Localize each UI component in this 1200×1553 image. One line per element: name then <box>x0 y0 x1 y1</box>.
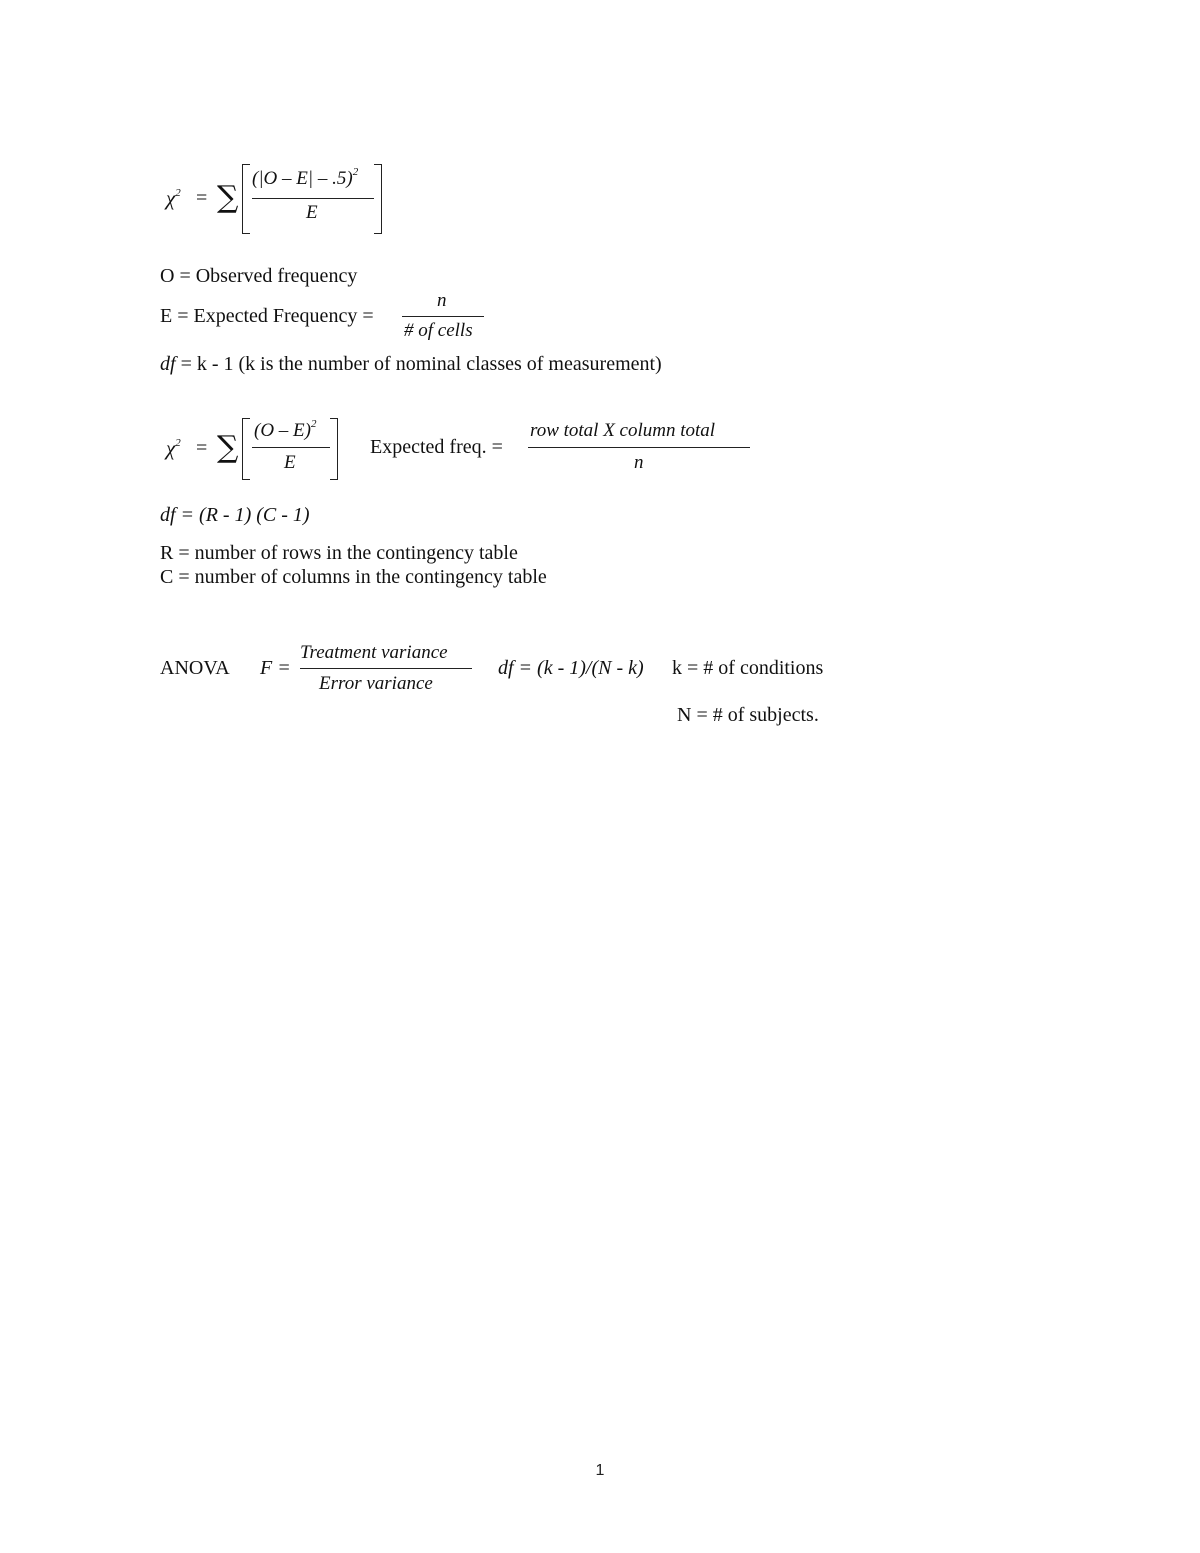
fraction-bar <box>252 198 374 199</box>
fraction-bar <box>252 447 330 448</box>
left-bracket <box>242 418 250 480</box>
goodness-df-definition: df = k - 1 (k is the number of nominal classes of measurement) <box>160 353 662 375</box>
yates-numerator: (|O – E| – .5)$^2$ <box>252 166 359 189</box>
rows-definition: R = number of rows in the contingency table <box>160 542 518 564</box>
page-number: 1 <box>595 1462 605 1479</box>
n-definition: N = # of subjects. <box>677 704 819 726</box>
expected-frequency-label: E = Expected Frequency = <box>160 305 374 327</box>
anova-formula <box>160 638 860 738</box>
left-bracket <box>242 164 250 234</box>
anova-denominator: Error variance <box>319 673 433 694</box>
right-bracket <box>330 418 338 480</box>
chi-square-formula <box>160 412 780 484</box>
equals-sign: = <box>196 187 208 209</box>
expected-frequency-definition <box>160 292 500 348</box>
expected-freq-numerator: row total X column total <box>530 420 716 441</box>
expected-numerator: n <box>437 290 447 311</box>
observed-frequency-definition: O = Observed frequency <box>160 265 358 287</box>
anova-numerator: Treatment variance <box>300 642 448 663</box>
right-bracket <box>374 164 382 234</box>
fraction-bar <box>300 668 472 669</box>
equals-sign: = <box>196 437 208 459</box>
summation-symbol: ∑ <box>217 180 239 215</box>
chi-denominator: E <box>284 452 296 473</box>
chi-numerator: (O – E)$^2$ <box>254 418 317 441</box>
columns-definition: C = number of columns in the contingency table <box>160 566 547 588</box>
anova-df: df = (k - 1)/(N - k) <box>498 657 644 679</box>
summation-symbol: ∑ <box>217 430 239 465</box>
expected-freq-label: Expected freq. = <box>370 436 503 458</box>
chi-symbol: $\chi^2$ <box>166 436 181 460</box>
k-definition: k = # of conditions <box>672 657 824 679</box>
expected-freq-denominator: n <box>634 452 644 473</box>
fraction-bar <box>402 316 484 317</box>
fraction-bar <box>528 447 750 448</box>
anova-label: ANOVA <box>160 657 230 679</box>
contingency-df-formula: df = (R - 1) (C - 1) <box>160 504 310 526</box>
f-ratio-label: F = <box>260 657 291 679</box>
yates-denominator: E <box>306 202 318 223</box>
chi-square-yates-formula <box>160 158 400 238</box>
chi-symbol: $\chi^2$ <box>166 186 181 210</box>
expected-denominator: # of cells <box>404 320 473 341</box>
